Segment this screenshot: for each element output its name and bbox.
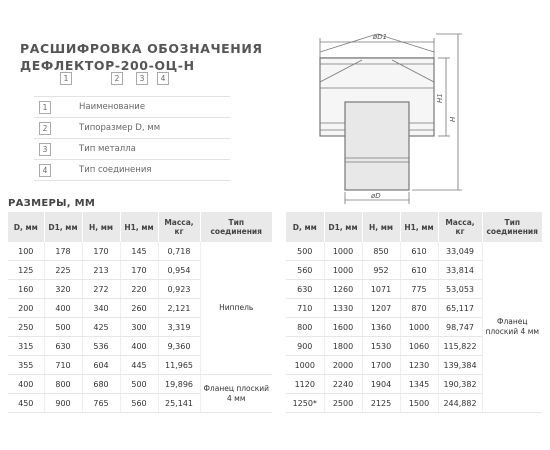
table-cell: 160 [8,280,44,299]
table-cell: 850 [362,242,400,261]
table-cell: 320 [44,280,82,299]
table-cell: 272 [82,280,120,299]
table-cell: 139,384 [438,356,482,375]
table-cell: 604 [82,356,120,375]
table-cell: 1060 [400,337,438,356]
table-cell: 145 [120,242,158,261]
table-cell: 610 [400,242,438,261]
table-cell: 1071 [362,280,400,299]
table-cell: 1230 [400,356,438,375]
deflector-drawing [300,28,470,208]
d-label: øD [371,192,381,200]
table-cell: 200 [8,299,44,318]
table-cell: 1800 [324,337,362,356]
table-cell: 500 [120,375,158,394]
index-marker-4: 4 [157,72,169,85]
page-title [20,40,263,74]
table-cell: 213 [82,261,120,280]
table-cell: 1120 [286,375,324,394]
legend-text: Наименование [79,102,146,112]
table-cell: 170 [120,261,158,280]
table-cell: 1000 [324,261,362,280]
header-d1: D1, мм [44,212,82,242]
table-cell: 1360 [362,318,400,337]
table-cell: 1000 [324,242,362,261]
legend-number: 3 [39,143,51,156]
table-cell: 355 [8,356,44,375]
table-cell: 11,965 [158,356,200,375]
title-line-1: РАСШИФРОВКА ОБОЗНАЧЕНИЯ [20,41,263,56]
table-header-row [286,212,542,242]
table-cell: 9,360 [158,337,200,356]
table-cell: 710 [44,356,82,375]
table-cell: 1904 [362,375,400,394]
table-cell: 630 [286,280,324,299]
table-cell: 445 [120,356,158,375]
table-cell: 98,747 [438,318,482,337]
h1-label: H1 [436,93,444,103]
table-cell: 560 [286,261,324,280]
header-h: H, мм [82,212,120,242]
connection-type-cell: Ниппель [200,242,272,375]
table-cell: 1330 [324,299,362,318]
table-cell: 2500 [324,394,362,413]
header-connection: Тип соединения [482,212,542,242]
header-h: H, мм [362,212,400,242]
header-mass: Масса, кг [438,212,482,242]
table-cell: 300 [120,318,158,337]
table-cell: 1000 [286,356,324,375]
table-cell: 250 [8,318,44,337]
table-cell: 1600 [324,318,362,337]
legend-number: 1 [39,101,51,114]
table-cell: 800 [44,375,82,394]
header-h1: H1, мм [400,212,438,242]
table-cell: 2240 [324,375,362,394]
table-cell: 870 [400,299,438,318]
table-cell: 2000 [324,356,362,375]
d1-label: øD1 [373,33,388,41]
header-h1: H1, мм [120,212,158,242]
table-cell: 190,382 [438,375,482,394]
table-cell: 19,896 [158,375,200,394]
legend-text: Типоразмер D, мм [79,123,161,133]
table-cell: 33,049 [438,242,482,261]
table-cell: 0,923 [158,280,200,299]
table-cell: 610 [400,261,438,280]
table-cell: 170 [82,242,120,261]
table-cell: 33,814 [438,261,482,280]
table-cell: 400 [44,299,82,318]
sizes-heading: РАЗМЕРЫ, ММ [8,198,96,209]
table-header-row [8,212,272,242]
table-cell: 25,141 [158,394,200,413]
table-cell: 65,117 [438,299,482,318]
table-cell: 765 [82,394,120,413]
table-cell: 1000 [400,318,438,337]
table-cell: 0,718 [158,242,200,261]
table-cell: 244,882 [438,394,482,413]
table-cell: 340 [82,299,120,318]
legend-text: Тип соединения [79,165,152,175]
table-row [8,375,272,394]
table-cell: 1250* [286,394,324,413]
table-cell: 225 [44,261,82,280]
connection-type-cell: Фланец плоский 4 мм [200,375,272,413]
table-cell: 260 [120,299,158,318]
table-cell: 800 [286,318,324,337]
legend-row [34,118,230,139]
table-cell: 775 [400,280,438,299]
table-cell: 2125 [362,394,400,413]
connection-type-cell: Фланец плоский 4 мм [482,242,542,413]
legend-number: 2 [39,122,51,135]
table-row [286,242,542,261]
table-cell: 425 [82,318,120,337]
legend-row [34,96,230,118]
table-cell: 630 [44,337,82,356]
table-row [8,242,272,261]
table-cell: 100 [8,242,44,261]
header-d1: D1, мм [324,212,362,242]
table-cell: 400 [8,375,44,394]
index-marker-2: 2 [111,72,123,85]
table-cell: 0,954 [158,261,200,280]
table-cell: 220 [120,280,158,299]
table-cell: 450 [8,394,44,413]
designation-legend [34,96,230,181]
legend-row [34,139,230,160]
table-cell: 900 [44,394,82,413]
legend-text: Тип металла [79,144,136,154]
table-cell: 400 [120,337,158,356]
table-cell: 500 [44,318,82,337]
sizes-table-right [286,212,542,413]
table-cell: 315 [8,337,44,356]
header-mass: Масса, кг [158,212,200,242]
title-line-2: ДЕФЛЕКТОР-200-ОЦ-Н [20,58,195,73]
table-cell: 952 [362,261,400,280]
header-d: D, мм [8,212,44,242]
header-d: D, мм [286,212,324,242]
table-cell: 53,053 [438,280,482,299]
table-cell: 710 [286,299,324,318]
table-cell: 500 [286,242,324,261]
h-label: H [449,116,457,122]
table-cell: 2,121 [158,299,200,318]
index-marker-3: 3 [136,72,148,85]
table-cell: 536 [82,337,120,356]
table-cell: 900 [286,337,324,356]
sizes-table-left [8,212,272,413]
header-connection: Тип соединения [200,212,272,242]
legend-number: 4 [39,164,51,177]
table-cell: 560 [120,394,158,413]
index-marker-1: 1 [60,72,72,85]
table-cell: 1530 [362,337,400,356]
table-cell: 1700 [362,356,400,375]
table-cell: 3,319 [158,318,200,337]
table-cell: 1500 [400,394,438,413]
legend-row [34,160,230,181]
table-cell: 680 [82,375,120,394]
table-cell: 125 [8,261,44,280]
table-cell: 178 [44,242,82,261]
table-cell: 115,822 [438,337,482,356]
table-cell: 1207 [362,299,400,318]
table-cell: 1345 [400,375,438,394]
table-cell: 1260 [324,280,362,299]
